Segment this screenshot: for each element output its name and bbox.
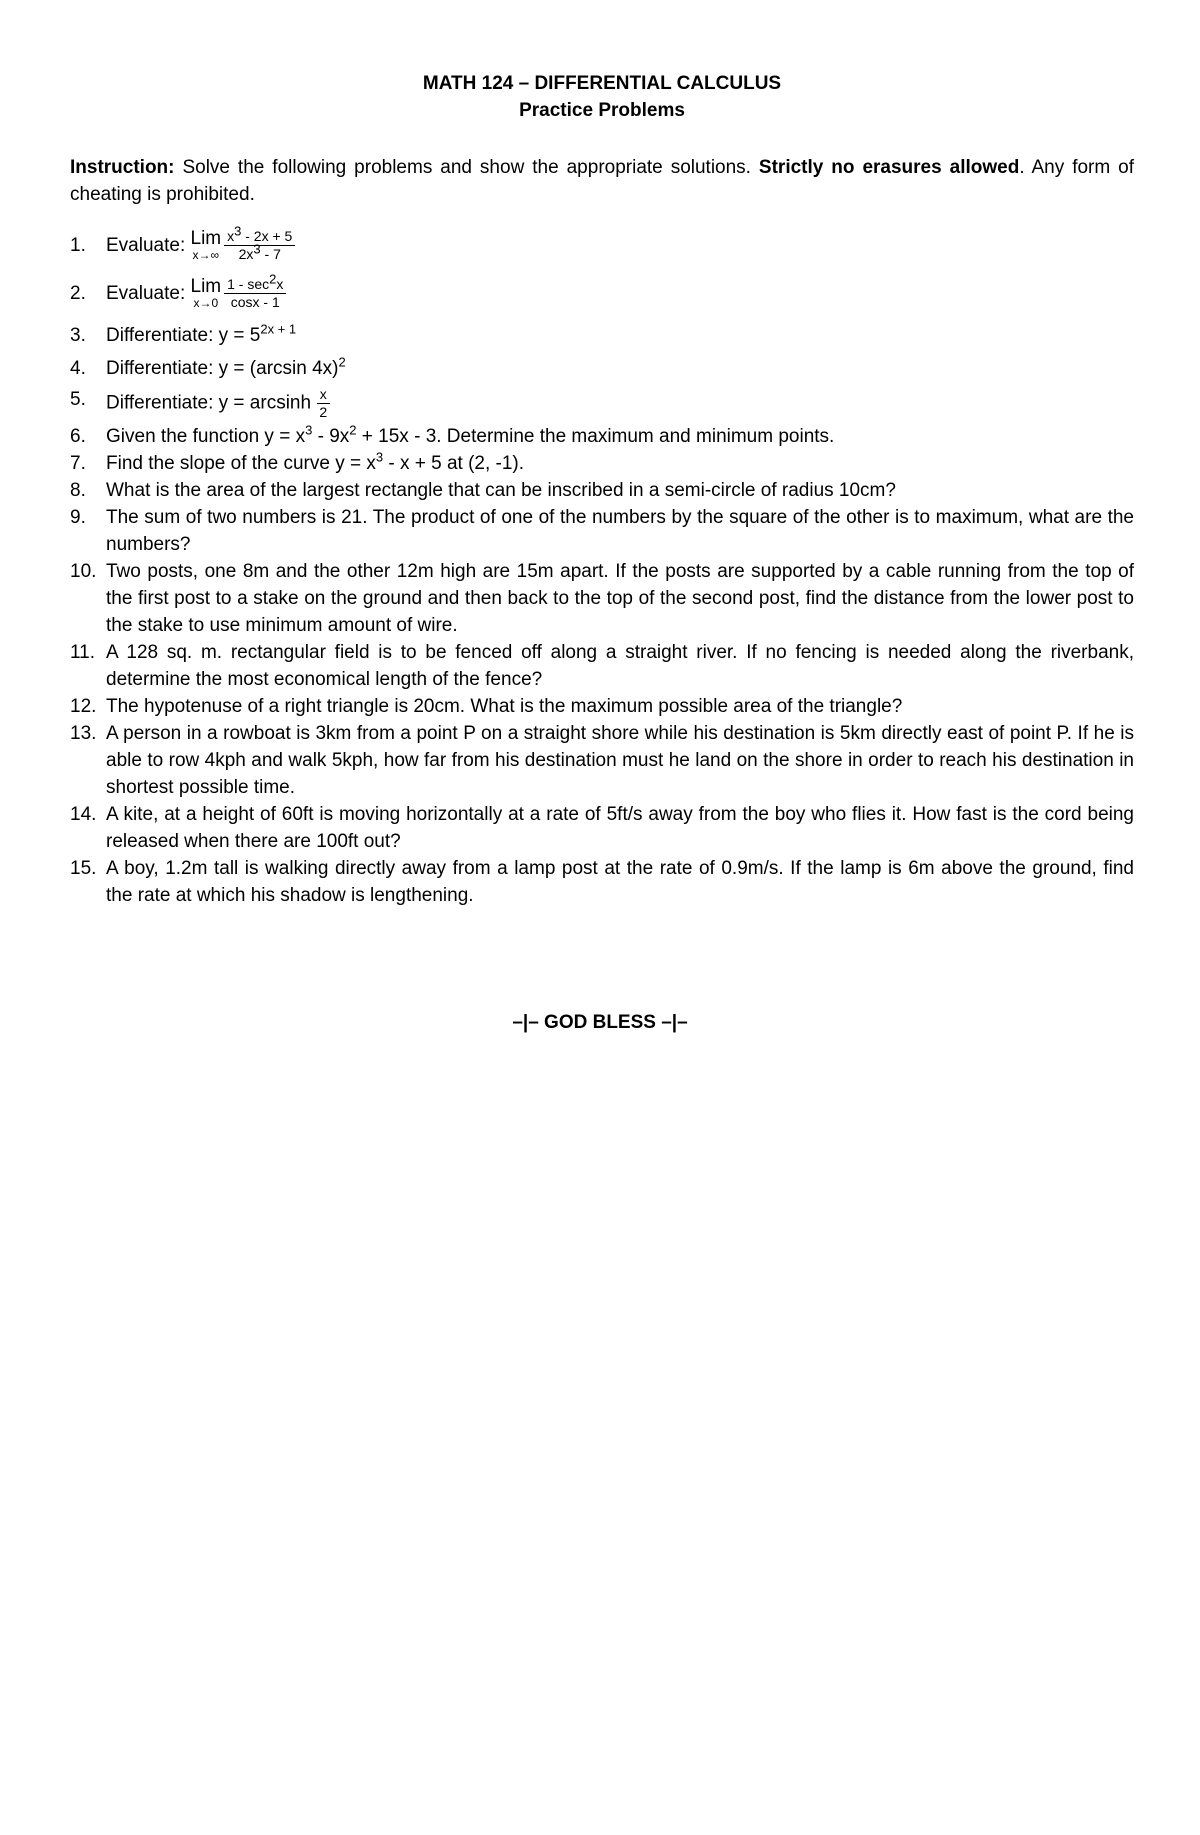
exponent: 2 <box>338 354 346 370</box>
problem-13 <box>70 720 1134 801</box>
problem-2 <box>70 270 1134 318</box>
lim-subscript: x→∞ <box>192 248 220 263</box>
problem-text: A 128 sq. m. rectangular field is to be fenced off along a straight river. If no fencing is needed along the riverbank, determine the most economical length of the fence? <box>106 642 1134 690</box>
problem-text: A boy, 1.2m tall is walking directly away from a lamp post at the rate of 0.9m/s. If the lamp is 6m above the ground, find the rate at which his shadow is lengthening. <box>106 858 1134 906</box>
problem-7: 7. Find the slope of the curve $y = x^3 - x + 5$ at (2, -1). <box>70 450 1134 477</box>
document-subtitle: Practice Problems <box>519 100 685 121</box>
exponent: 2x + 1 <box>260 321 297 337</box>
problem-text: The sum of two numbers is 21. The product of one of the numbers by the square of the other is to maximum, what are the numbers? <box>106 507 1134 555</box>
problem-9 <box>70 504 1134 558</box>
fraction <box>224 271 286 311</box>
problem-number: 11. <box>70 642 96 663</box>
limit-expression <box>190 223 296 263</box>
lim-word: Lim <box>190 276 222 298</box>
instruction-bold: Strictly no erasures allowed <box>758 157 1020 178</box>
fraction <box>224 223 295 263</box>
problem-text: What is the area of the largest rectangle that can be inscribed in a semi-circle of radius 10cm? <box>106 480 896 501</box>
problem-number: 14. <box>70 804 97 825</box>
instruction-text-2: . Any form of cheating is prohibited. <box>70 157 1135 205</box>
problem-11 <box>70 639 1134 693</box>
problem-number: 7. <box>70 453 86 474</box>
problem-number: 3. <box>70 325 86 346</box>
denominator: $2x^3 - 7$ <box>238 241 281 263</box>
problem-text: A person in a rowboat is 3km from a point P on a straight shore while his destination is 5km directly east of point P. If he is able to row 4kph and walk 5kph, how far from his destination must he land on the shore in order to reach his destination in shortest possible time. <box>106 723 1134 798</box>
problem-6: 6. Given the function $y = x^3 - 9x^2 + 15x - 3$. Determine the maximum and minimum points. <box>70 423 1134 450</box>
denominator: cosx - 1 <box>230 294 280 311</box>
instruction-text-1: Solve the following problems and show the appropriate solutions. <box>174 157 759 178</box>
problem-number: 8. <box>70 480 86 501</box>
fraction: $\frac{x}{2}$ <box>316 386 330 421</box>
problem-list <box>70 222 1134 909</box>
problem-text: A kite, at a height of 60ft is moving horizontally at a rate of 5ft/s away from the boy who flies it. How fast is the cord being released when there are 100ft out? <box>106 804 1134 852</box>
problem-5: 5. Differentiate: y = arcsinh $\frac{x}{2}$ <box>70 386 1134 421</box>
instruction-paragraph <box>70 154 1134 208</box>
document-header <box>70 70 1134 124</box>
problem-number: 12. <box>70 696 97 717</box>
problem-number: 2. <box>70 283 86 304</box>
problem-3: 3. Differentiate: $y = 5^{2x + 1}$ <box>70 322 1134 349</box>
instruction-label: Instruction: <box>70 157 175 178</box>
problem-text: The hypotenuse of a right triangle is 20cm. What is the maximum possible area of the triangle? <box>106 696 903 717</box>
numerator: $x^3 - 2x + 5$ <box>224 228 295 246</box>
problem-10 <box>70 558 1134 639</box>
numerator: $1 - \sec^2x$ <box>224 276 286 294</box>
problem-number: 15. <box>70 858 97 879</box>
problem-number: 6. <box>70 426 86 447</box>
problem-number: 13. <box>70 723 97 744</box>
lim-subscript: x→0 <box>193 296 219 311</box>
problem-number: 10. <box>70 561 97 582</box>
problem-12 <box>70 693 1134 720</box>
problem-1 <box>70 222 1134 270</box>
problem-number: 4. <box>70 358 86 379</box>
problem-number: 1. <box>70 235 86 256</box>
problem-14 <box>70 801 1134 855</box>
course-title: MATH 124 – DIFFERENTIAL CALCULUS <box>422 73 782 94</box>
problem-number: 5. <box>70 389 86 410</box>
problem-lead: Evaluate: <box>106 235 191 256</box>
footer-closing: –|– GOD BLESS –|– <box>512 1012 688 1033</box>
problem-text: Two posts, one 8m and the other 12m high are 15m apart. If the posts are supported by a cable running from the top of the first post to a stake on the ground and then back to the top of the second post, find the distance from the lower post to the stake to use minimum amount of wire. <box>106 561 1134 636</box>
problem-lead: Evaluate: <box>106 283 191 304</box>
lim-word: Lim <box>190 228 222 250</box>
problem-15 <box>70 855 1134 909</box>
problem-8 <box>70 477 1134 504</box>
document-page <box>70 70 1134 909</box>
limit-expression <box>190 271 287 311</box>
problem-number: 9. <box>70 507 86 528</box>
problem-4: 4. Differentiate: y = (arcsin 4x)$^2$ <box>70 355 1134 382</box>
